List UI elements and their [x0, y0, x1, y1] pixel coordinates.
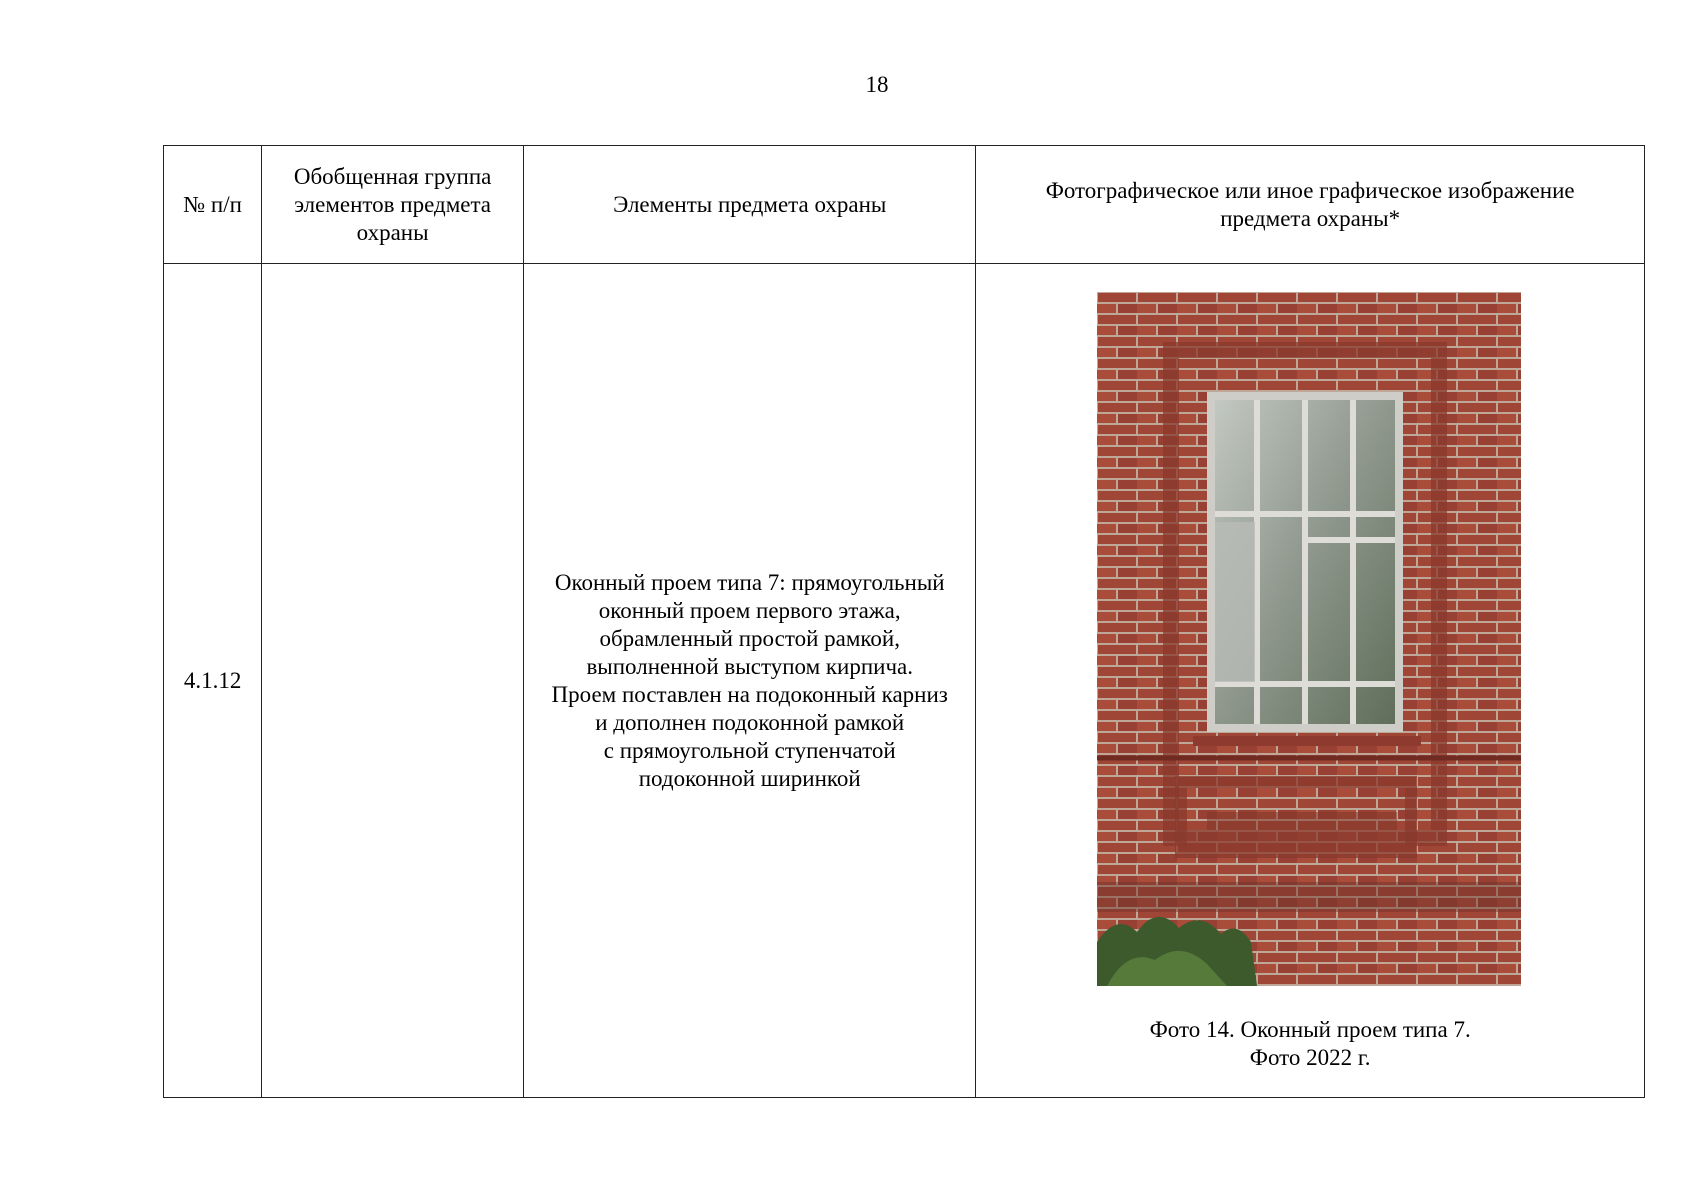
header-image-line: предмета охраны*	[1220, 205, 1401, 231]
header-elements: Элементы предмета охраны	[524, 146, 976, 264]
row-group	[262, 264, 524, 1098]
row-description	[524, 264, 976, 1098]
header-image-line: Фотографическое или иное графическое изображение	[1045, 177, 1575, 203]
header-group-line: элементов предмета	[294, 191, 492, 217]
description-line: Проем поставлен на подоконный карниз	[551, 681, 948, 707]
header-num: № п/п	[164, 146, 262, 264]
description-line: с прямоугольной ступенчатой	[603, 737, 896, 763]
page-number: 18	[865, 72, 889, 97]
protection-elements-table	[163, 145, 1645, 1098]
row-photo-cell	[976, 264, 1645, 1098]
description-line: и дополнен подоконной рамкой	[595, 709, 905, 735]
header-group	[262, 146, 524, 264]
header-group-line: охраны	[356, 219, 429, 245]
row-num: 4.1.12	[164, 264, 262, 1098]
photo-caption	[976, 1016, 1644, 1072]
description-line: обрамленный простой рамкой,	[599, 625, 900, 651]
table-row	[164, 264, 1645, 1098]
photo-svg	[1097, 292, 1521, 986]
description-line: выполненной выступом кирпича.	[586, 653, 913, 679]
brick-wall-window-photo	[1097, 292, 1521, 986]
description-line: оконный проем первого этажа,	[598, 597, 901, 623]
description-line: подоконной ширинкой	[638, 765, 861, 791]
header-image	[976, 146, 1645, 264]
header-group-line: Обобщенная группа	[293, 163, 492, 189]
caption-line: Фото 2022 г.	[1249, 1045, 1371, 1070]
table-header-row	[164, 146, 1645, 264]
caption-line: Фото 14. Оконный проем типа 7.	[1149, 1017, 1471, 1042]
description-text	[534, 569, 965, 793]
description-line: Оконный проем типа 7: прямоугольный	[554, 569, 945, 595]
